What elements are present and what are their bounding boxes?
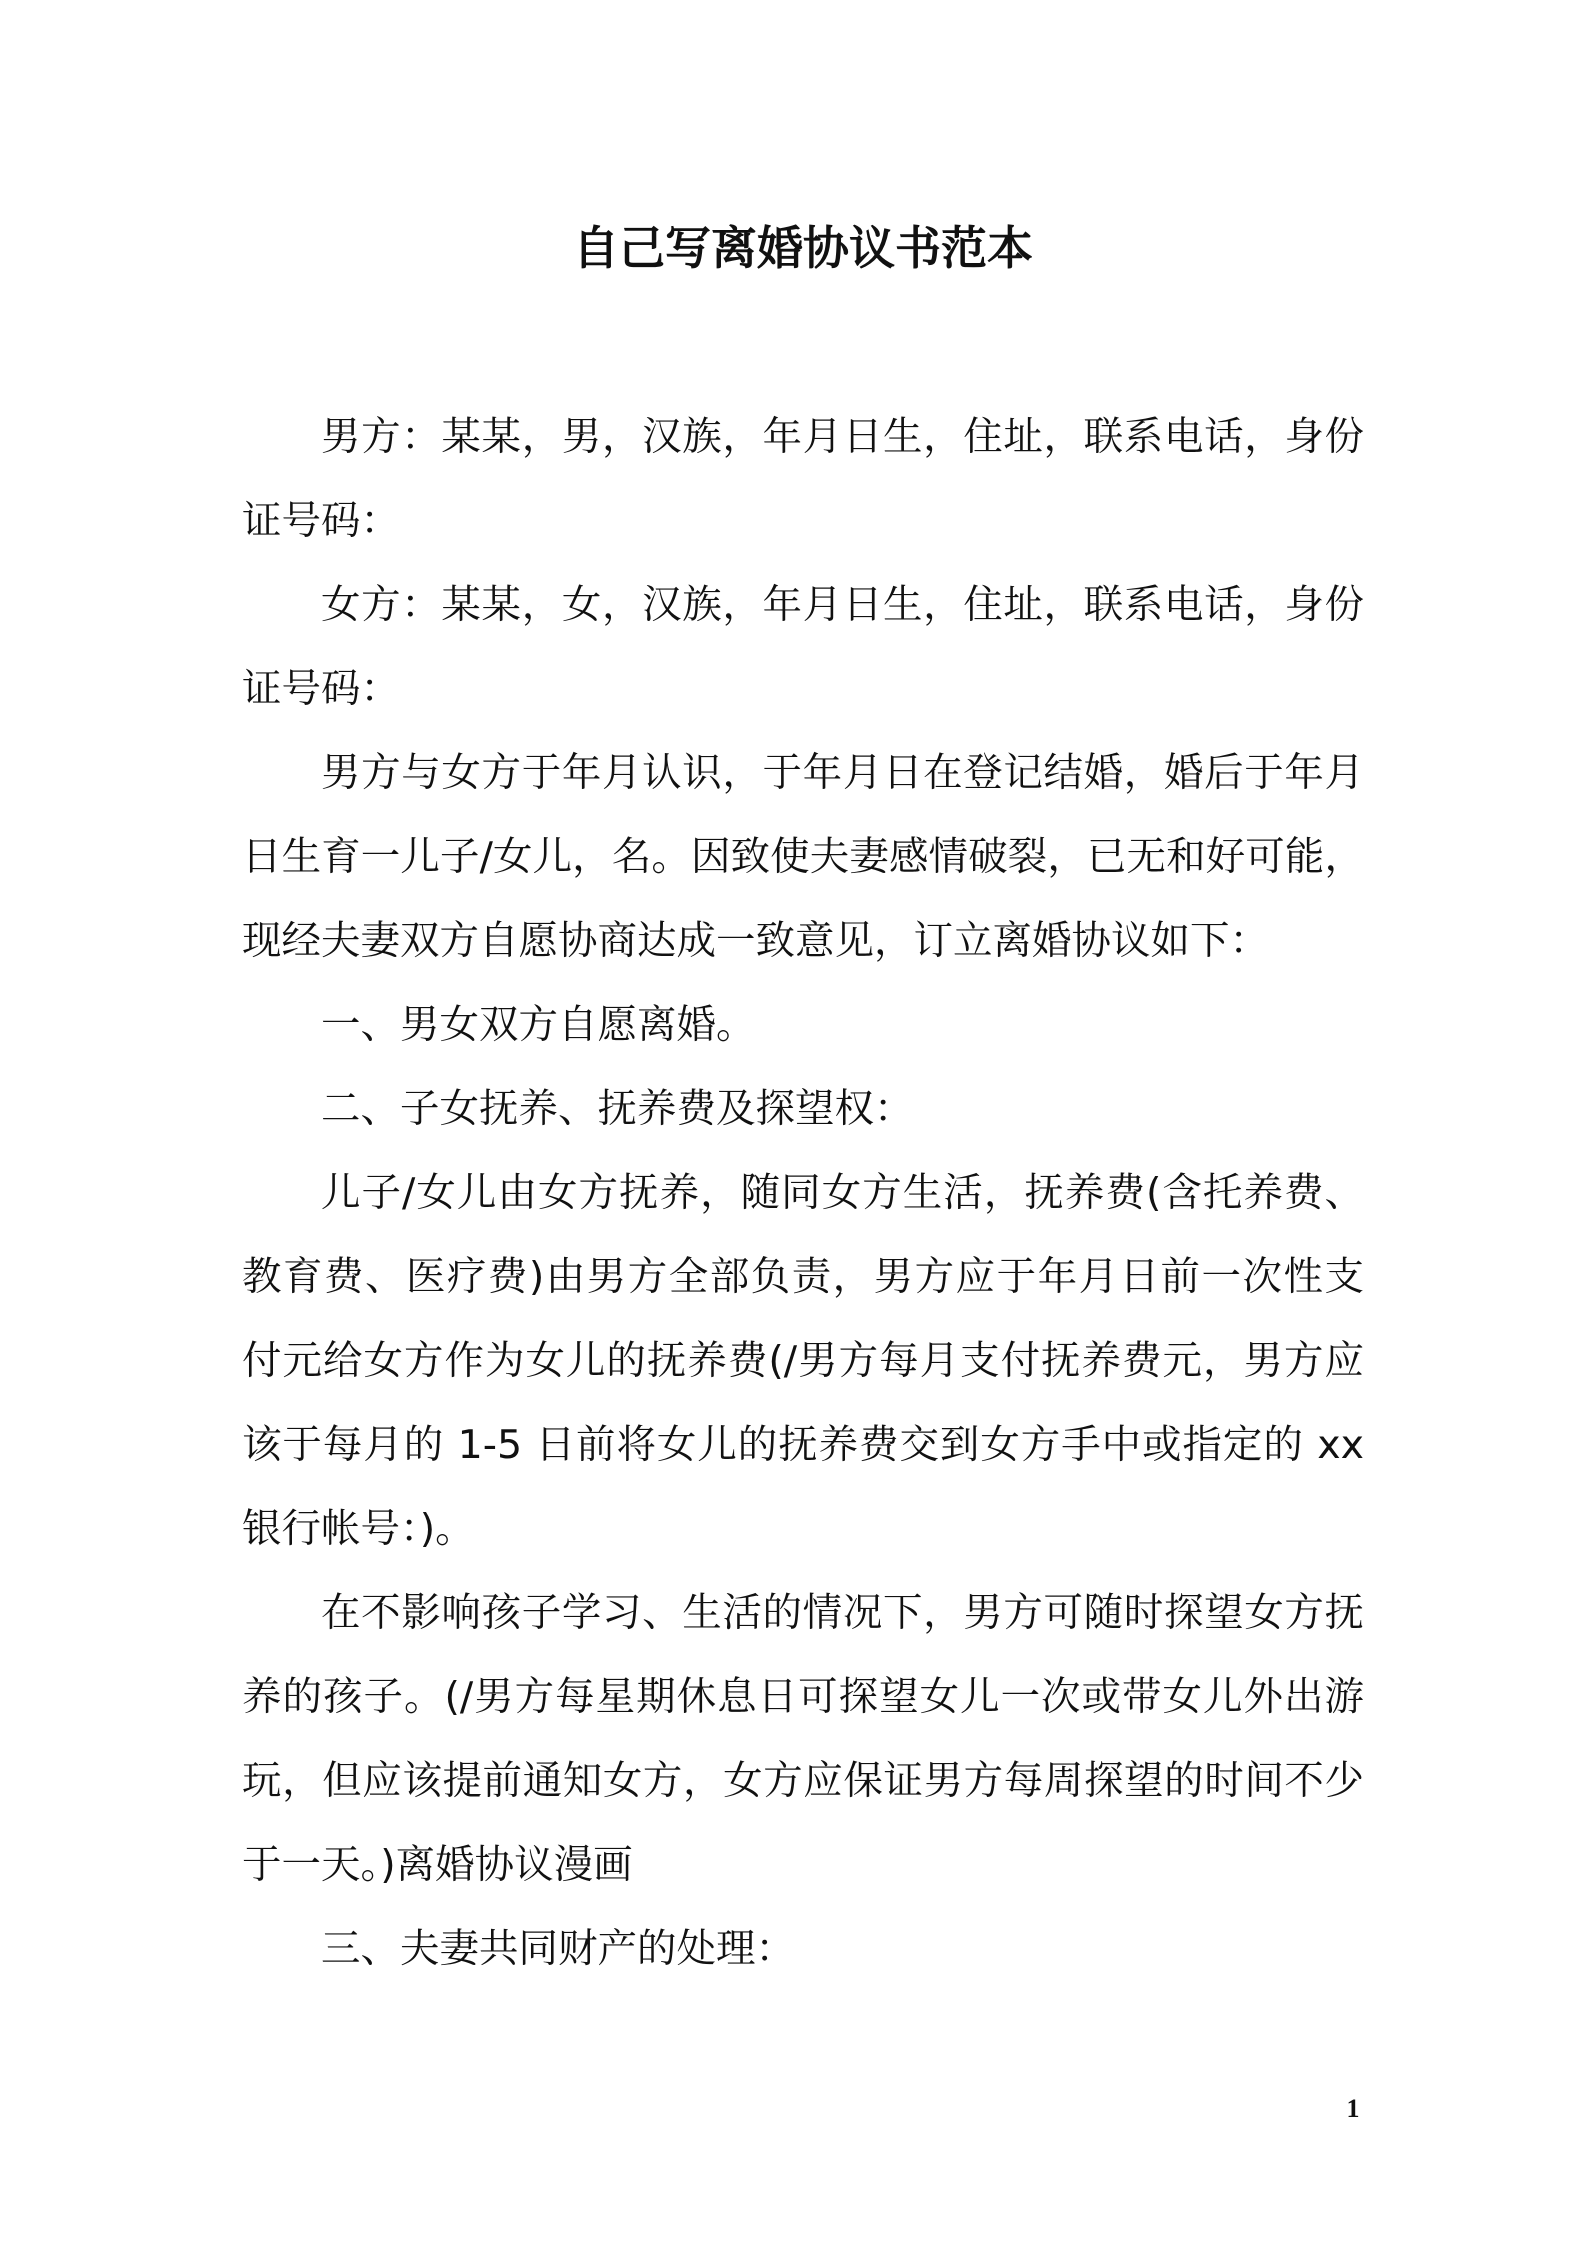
document-body [242, 395, 1364, 1991]
clause-one-heading [242, 983, 1364, 1067]
paragraph-line: 现经夫妻双方自愿协商达成一致意见，订立离婚协议如下： [242, 918, 1269, 964]
paragraph-line: 在不影响孩子学习、生活的情况下，男方可随时探望女方抚 [321, 1590, 1364, 1636]
paragraph-line: 儿子/女儿由女方抚养，随同女方生活，抚养费(含托养费、 [321, 1170, 1364, 1216]
paragraph-visitation-rights [242, 1571, 1364, 1907]
document-title: 自己写离婚协议书范本 [573, 221, 1033, 275]
clause-three-heading [242, 1907, 1364, 1991]
paragraph-line: 养的孩子。(/男方每星期休息日可探望女儿一次或带女儿外出游 [242, 1674, 1364, 1720]
page-number: 1 [1346, 2094, 1360, 2123]
paragraph-line: 三、夫妻共同财产的处理： [321, 1926, 795, 1972]
paragraph-line: 证号码： [242, 666, 400, 712]
paragraph-female-party-info [242, 563, 1364, 731]
paragraph-line: 男方：某某，男，汉族，年月日生，住址，联系电话，身份 [321, 414, 1364, 460]
paragraph-line: 银行帐号：)。 [242, 1506, 475, 1552]
clause-two-heading [242, 1067, 1364, 1151]
paragraph-line: 教育费、医疗费)由男方全部负责，男方应于年月日前一次性支 [242, 1254, 1364, 1300]
paragraph-line: 女方：某某，女，汉族，年月日生，住址，联系电话，身份 [321, 582, 1364, 628]
paragraph-line: 该于每月的 1-5 日前将女儿的抚养费交到女方手中或指定的 xx [242, 1422, 1364, 1468]
paragraph-line: 二、子女抚养、抚养费及探望权： [321, 1086, 914, 1132]
paragraph-child-support [242, 1151, 1364, 1571]
paragraph-line: 于一天。)离婚协议漫画 [242, 1842, 633, 1888]
paragraph-marriage-background [242, 731, 1364, 983]
paragraph-line: 证号码： [242, 498, 400, 544]
paragraph-line: 玩，但应该提前通知女方，女方应保证男方每周探望的时间不少 [242, 1758, 1364, 1804]
paragraph-line: 日生育一儿子/女儿，名。因致使夫妻感情破裂，已无和好可能， [242, 834, 1364, 880]
paragraph-line: 男方与女方于年月认识，于年月日在登记结婚，婚后于年月 [321, 750, 1364, 796]
paragraph-male-party-info [242, 395, 1364, 563]
paragraph-line: 付元给女方作为女儿的抚养费(/男方每月支付抚养费元，男方应 [242, 1338, 1364, 1384]
paragraph-line: 一、男女双方自愿离婚。 [321, 1002, 756, 1048]
